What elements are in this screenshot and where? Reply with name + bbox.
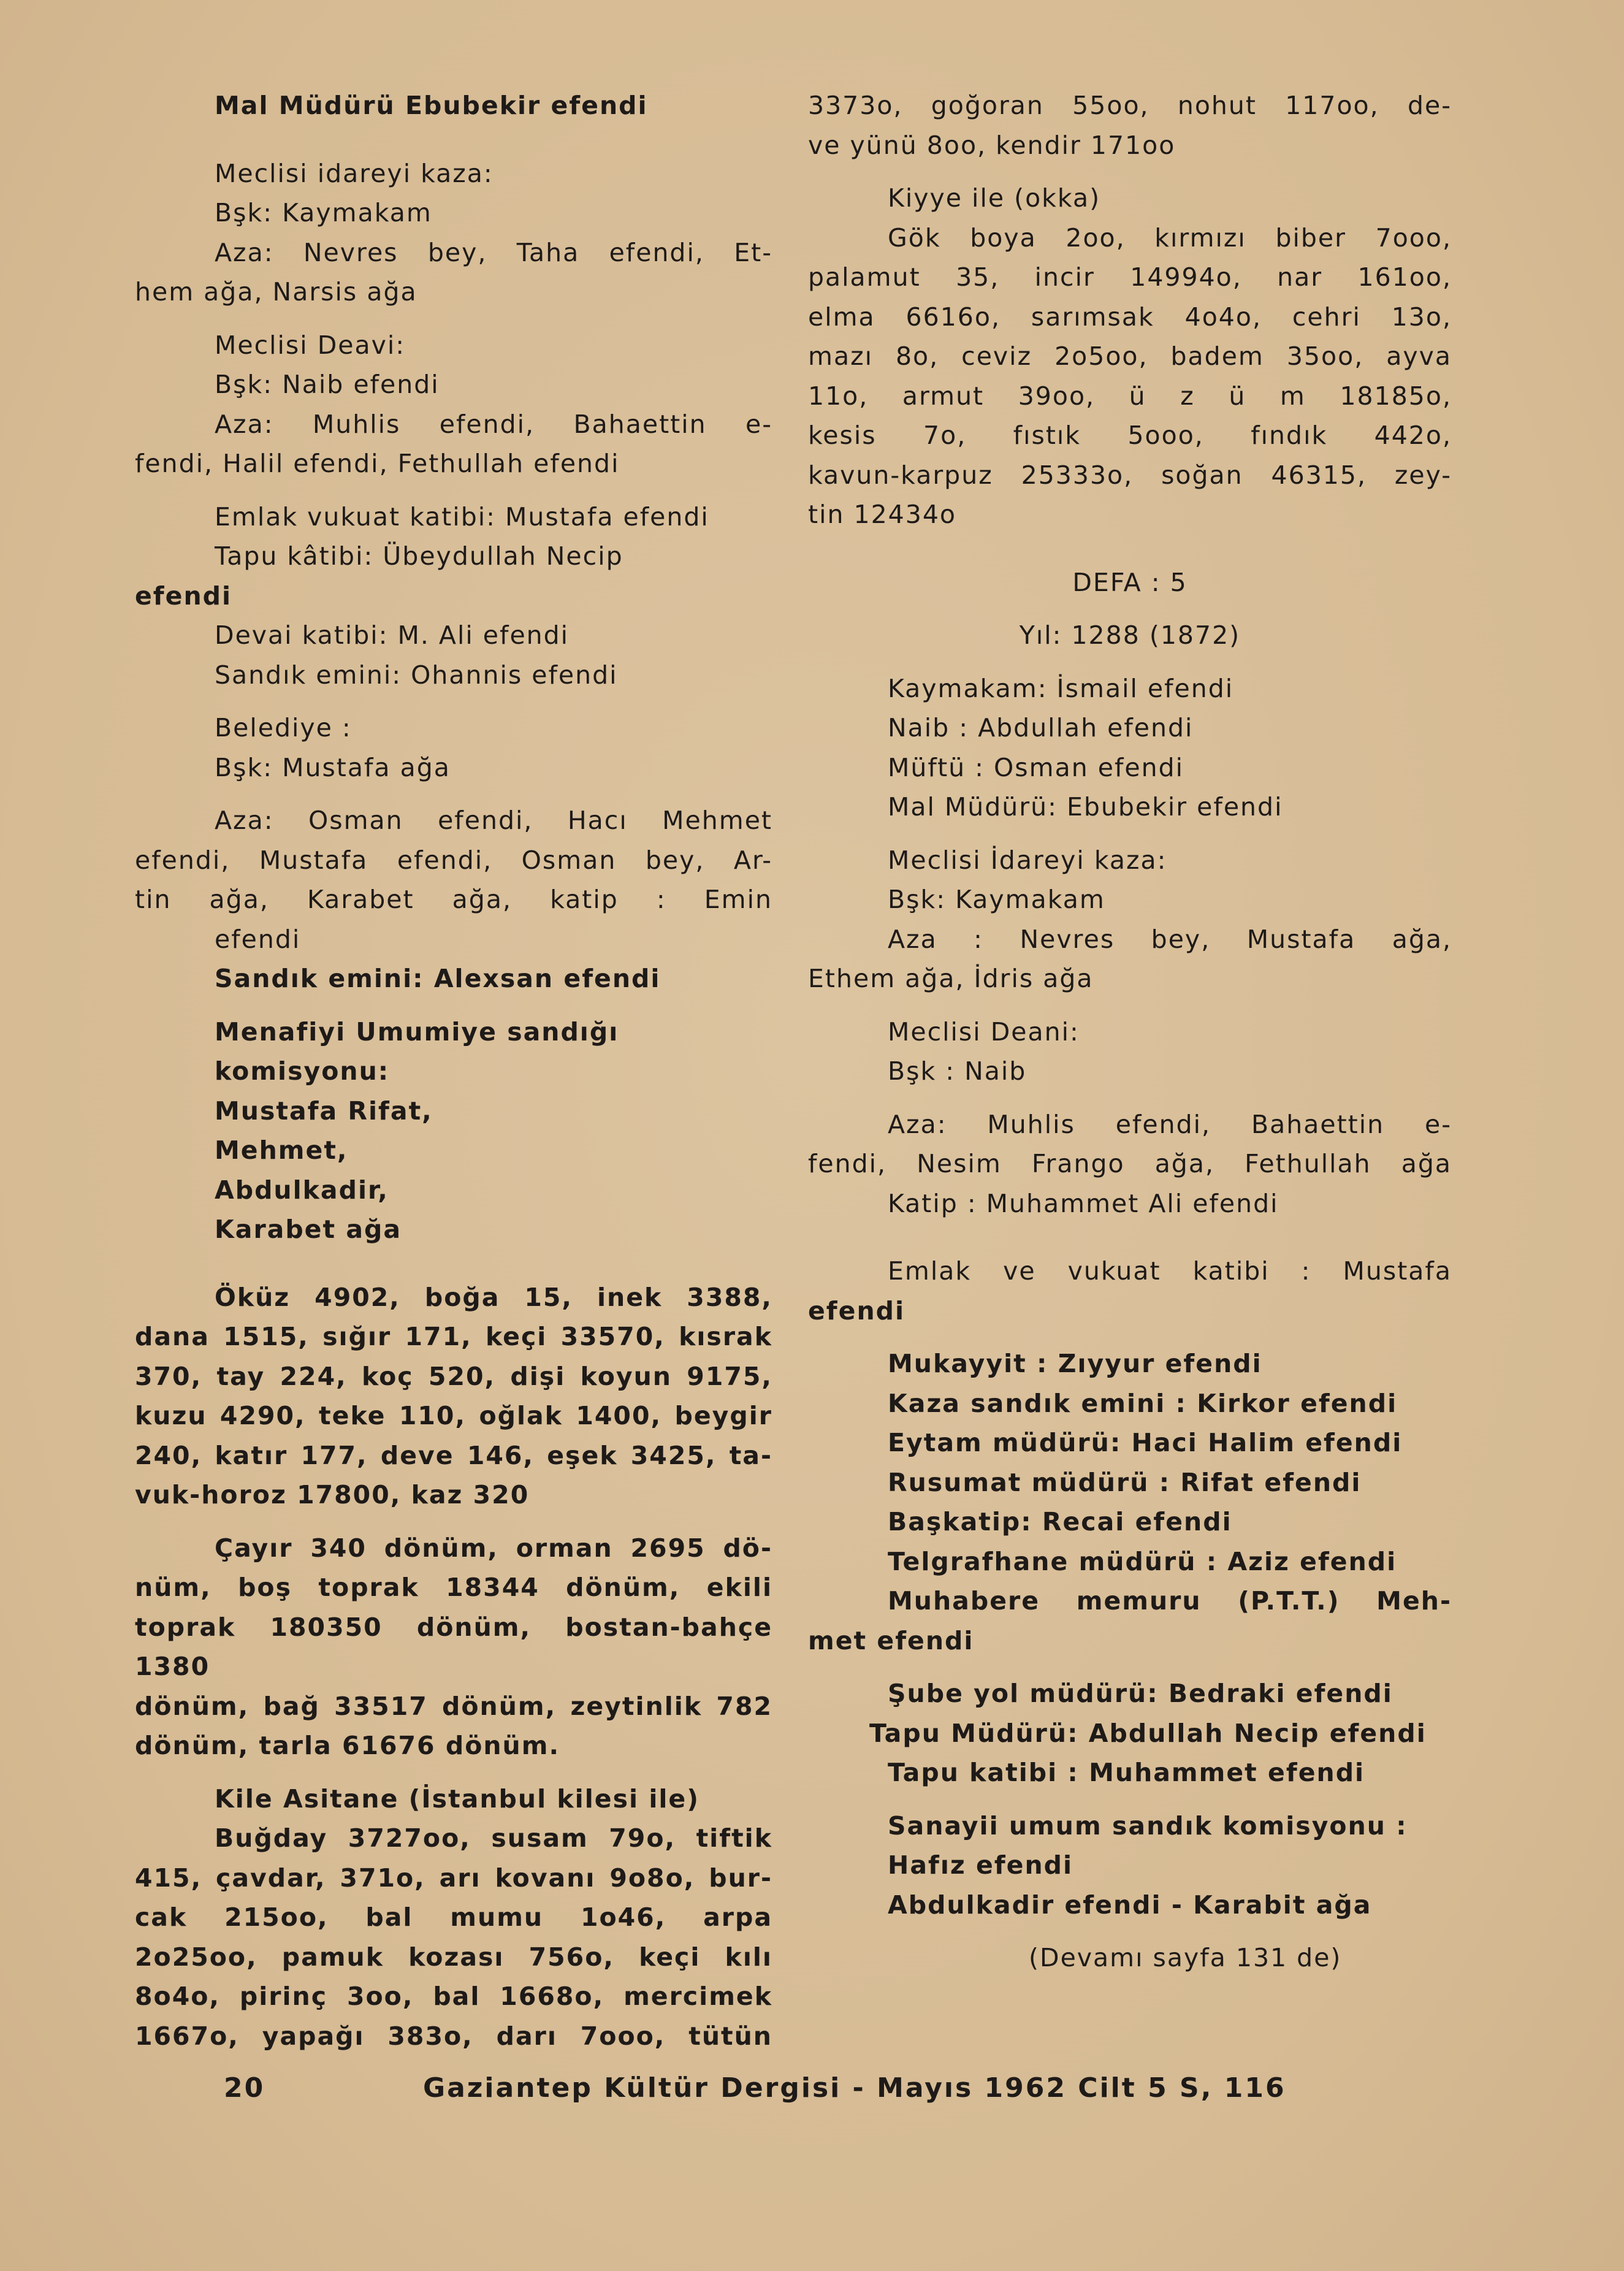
text-line: fendi, Halil efendi, Fethullah efendi bbox=[135, 449, 620, 478]
text-line: dönüm, bağ 33517 dönüm, zeytinlik 782 bbox=[135, 1691, 772, 1721]
text-line: Meclisi idareyi kaza: bbox=[215, 158, 494, 188]
text-line: dönüm, tarla 61676 dönüm. bbox=[135, 1731, 560, 1760]
text-line: 415, çavdar, 371o, arı kovanı 9o8o, bur- bbox=[135, 1863, 772, 1893]
text-line: Telgrafhane müdürü : Aziz efendi bbox=[888, 1546, 1397, 1576]
text-line: 8o4o, pirinç 3oo, bal 1668o, mercimek bbox=[135, 1982, 772, 2011]
text-line: Mustafa Rifat, bbox=[215, 1096, 433, 1126]
page-number: 20 bbox=[224, 2072, 265, 2104]
text-line: Mal Müdürü: Ebubekir efendi bbox=[888, 792, 1283, 822]
text-line: 3373o, goğoran 55oo, nohut 117oo, de- bbox=[808, 91, 1452, 120]
page-footer bbox=[0, 2072, 1624, 2109]
text-line: Bşk : Naib bbox=[888, 1056, 1027, 1086]
text-line: Çayır 340 dönüm, orman 2695 dö- bbox=[215, 1533, 772, 1563]
text-line: kuzu 4290, teke 110, oğlak 1400, beygir bbox=[135, 1401, 772, 1430]
text-line: Sandık emini: Ohannis efendi bbox=[215, 660, 618, 690]
text-line: kesis 7o, fıstık 5ooo, fındık 442o, bbox=[808, 421, 1452, 450]
text-line: dana 1515, sığır 171, keçi 33570, kısrak bbox=[135, 1322, 772, 1351]
text-line: Eytam müdürü: Haci Halim efendi bbox=[888, 1428, 1403, 1457]
text-line: tin 12434o bbox=[808, 500, 956, 529]
text-line: Tapu katibi : Muhammet efendi bbox=[888, 1758, 1365, 1787]
text-line: Kaza sandık emini : Kirkor efendi bbox=[888, 1388, 1398, 1418]
text-line: Aza: Osman efendi, Hacı Mehmet bbox=[215, 806, 772, 835]
text-line: Bşk: Kaymakam bbox=[215, 198, 432, 227]
text-line: Meclisi Deavi: bbox=[215, 330, 406, 360]
text-line: Gök boya 2oo, kırmızı biber 7ooo, bbox=[888, 223, 1452, 253]
continued-note: (Devamı sayfa 131 de) bbox=[1029, 1943, 1342, 1972]
text-line: palamut 35, incir 14994o, nar 161oo, bbox=[808, 262, 1452, 292]
text-line: Şube yol müdürü: Bedraki efendi bbox=[888, 1679, 1393, 1708]
text-line: nüm, boş toprak 18344 dönüm, ekili bbox=[135, 1573, 772, 1602]
text-line: 240, katır 177, deve 146, eşek 3425, ta- bbox=[135, 1440, 772, 1470]
text-line: 2o25oo, pamuk kozası 756o, keçi kılı bbox=[135, 1942, 772, 1972]
text-line: Menafiyi Umumiye sandığı bbox=[215, 1017, 619, 1047]
text-line: toprak 180350 dönüm, bostan-bahçe 1380 bbox=[135, 1612, 772, 1681]
text-line: 1667o, yapağı 383o, darı 7ooo, tütün bbox=[135, 2021, 772, 2051]
text-line: 11o, armut 39oo, ü z ü m 18185o, bbox=[808, 381, 1452, 411]
text-line: Abdulkadir, bbox=[215, 1175, 389, 1205]
text-line: Bşk: Kaymakam bbox=[888, 885, 1105, 914]
text-line: vuk-horoz 17800, kaz 320 bbox=[135, 1480, 530, 1510]
text-line: Meclisi Deani: bbox=[888, 1017, 1080, 1047]
text-line: efendi bbox=[808, 1296, 905, 1326]
text-line: Sandık emini: Alexsan efendi bbox=[215, 964, 661, 993]
text-line: Naib : Abdullah efendi bbox=[888, 713, 1194, 742]
text-line: Buğday 3727oo, susam 79o, tiftik bbox=[215, 1823, 772, 1853]
text-line: Bşk: Naib efendi bbox=[215, 370, 440, 399]
text-line: Belediye : bbox=[215, 713, 352, 742]
text-line: Muhabere memuru (P.T.T.) Meh- bbox=[888, 1586, 1452, 1616]
text-line: efendi bbox=[135, 581, 232, 611]
text-line: Ethem ağa, İdris ağa bbox=[808, 964, 1094, 993]
text-line: Emlak vukuat katibi: Mustafa efendi bbox=[215, 502, 709, 532]
left-column bbox=[135, 86, 772, 2056]
text-line: Meclisi İdareyi kaza: bbox=[888, 845, 1167, 875]
text-line: efendi bbox=[215, 924, 301, 954]
text-line: Abdulkadir efendi - Karabit ağa bbox=[888, 1890, 1372, 1920]
text-line: Aza: Nevres bey, Taha efendi, Et- bbox=[215, 237, 772, 267]
text-line: Aza: Muhlis efendi, Bahaettin e- bbox=[215, 409, 772, 439]
text-line: Aza: Muhlis efendi, Bahaettin e- bbox=[888, 1109, 1452, 1139]
text-line: Kile Asitane (İstanbul kilesi ile) bbox=[215, 1784, 700, 1814]
text-line: Hafız efendi bbox=[888, 1850, 1073, 1880]
text-line: Kiyye ile (okka) bbox=[888, 183, 1101, 213]
text-line: Rusumat müdürü : Rifat efendi bbox=[888, 1467, 1362, 1497]
text-line: Karabet ağa bbox=[215, 1215, 402, 1244]
text-line: Mukayyit : Zıyyur efendi bbox=[888, 1349, 1262, 1378]
text-line: 370, tay 224, koç 520, dişi koyun 9175, bbox=[135, 1361, 772, 1391]
text-line: Başkatip: Recai efendi bbox=[888, 1507, 1232, 1536]
text-line: kavun-karpuz 25333o, soğan 46315, zey- bbox=[808, 460, 1452, 490]
text-line: mazı 8o, ceviz 2o5oo, badem 35oo, ayva bbox=[808, 342, 1452, 371]
text-line: Mal Müdürü Ebubekir efendi bbox=[215, 91, 648, 120]
text-line: Kaymakam: İsmail efendi bbox=[888, 673, 1234, 703]
text-line: elma 6616o, sarımsak 4o4o, cehri 13o, bbox=[808, 302, 1452, 332]
text-line: komisyonu: bbox=[215, 1056, 390, 1086]
text-line: cak 215oo, bal mumu 1o46, arpa bbox=[135, 1903, 772, 1932]
text-line: Bşk: Mustafa ağa bbox=[215, 752, 451, 782]
text-line: met efendi bbox=[808, 1625, 974, 1655]
text-line: Katip : Muhammet Ali efendi bbox=[888, 1188, 1279, 1218]
journal-citation: Gaziantep Kültür Dergisi - Mayıs 1962 Cilt 5 S, 116 bbox=[423, 2072, 1286, 2104]
text-line: Tapu Müdürü: Abdullah Necip efendi bbox=[869, 1718, 1427, 1748]
text-line: hem ağa, Narsis ağa bbox=[135, 277, 417, 307]
text-line: Devai katibi: M. Ali efendi bbox=[215, 620, 570, 650]
text-line: Emlak ve vukuat katibi : Mustafa bbox=[888, 1256, 1452, 1286]
text-line: Müftü : Osman efendi bbox=[888, 752, 1184, 782]
text-line: Sanayii umum sandık komisyonu : bbox=[888, 1811, 1408, 1841]
text-line: Aza : Nevres bey, Mustafa ağa, bbox=[888, 924, 1452, 954]
text-line: ve yünü 8oo, kendir 171oo bbox=[808, 130, 1176, 160]
text-line: Mehmet, bbox=[215, 1136, 348, 1165]
text-line: efendi, Mustafa efendi, Osman bey, Ar- bbox=[135, 845, 772, 875]
section-heading: DEFA : 5 bbox=[1072, 567, 1188, 597]
text-line: fendi, Nesim Frango ağa, Fethullah ağa bbox=[808, 1149, 1452, 1178]
text-line: Öküz 4902, boğa 15, inek 3388, bbox=[215, 1282, 772, 1312]
section-subheading: Yıl: 1288 (1872) bbox=[1019, 620, 1241, 650]
right-column bbox=[808, 86, 1452, 1978]
text-line: tin ağa, Karabet ağa, katip : Emin bbox=[135, 885, 772, 914]
text-line: Tapu kâtibi: Übeydullah Necip bbox=[215, 541, 623, 571]
